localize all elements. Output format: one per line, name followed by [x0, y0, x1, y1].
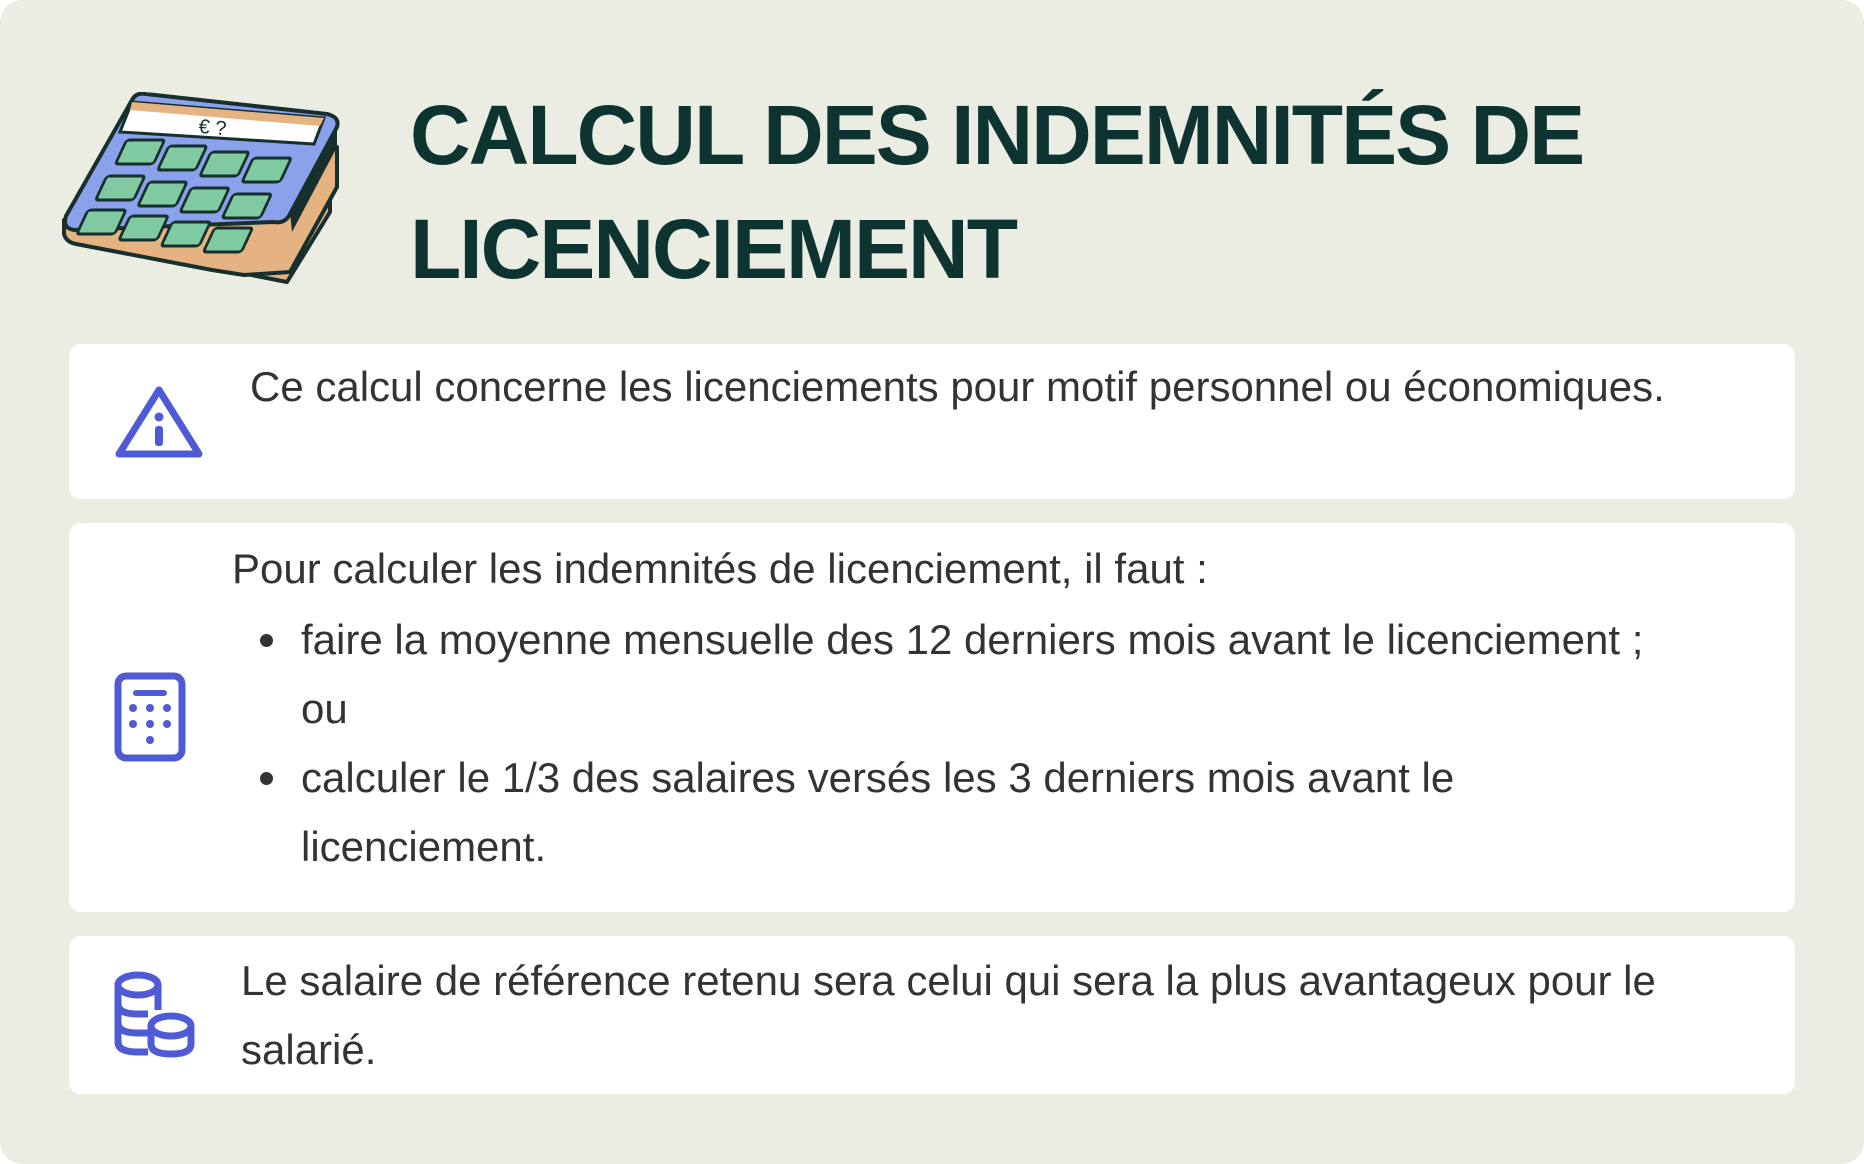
bullet-icon [260, 634, 273, 647]
list-item-text: calculer le 1/3 des salaires versés les 3 derniers mois avant le licenciement. [301, 754, 1455, 870]
warning-info-icon [113, 384, 205, 460]
method-list [232, 605, 1701, 881]
card-intro: Pour calculer les indemnités de licenciement, il faut : [232, 545, 1208, 592]
coins-icon [113, 970, 197, 1060]
bullet-icon [260, 772, 273, 785]
list-item [232, 743, 1701, 881]
list-item-text: faire la moyenne mensuelle des 12 derniers mois avant le licenciement ; ou [301, 616, 1644, 732]
card-text: Le salaire de référence retenu sera celui qui sera la plus avantageux pour le salarié. [241, 957, 1656, 1073]
calculator-icon [114, 672, 186, 762]
calculator-illustration [62, 92, 344, 302]
card-text: Ce calcul concerne les licenciements pour motif personnel ou économiques. [250, 363, 1665, 410]
list-item [232, 605, 1701, 743]
illustration-display-text: € ? [197, 115, 228, 141]
page-title: CALCUL DES INDEMNITÉS DE LICENCIEMENT [410, 88, 1584, 296]
